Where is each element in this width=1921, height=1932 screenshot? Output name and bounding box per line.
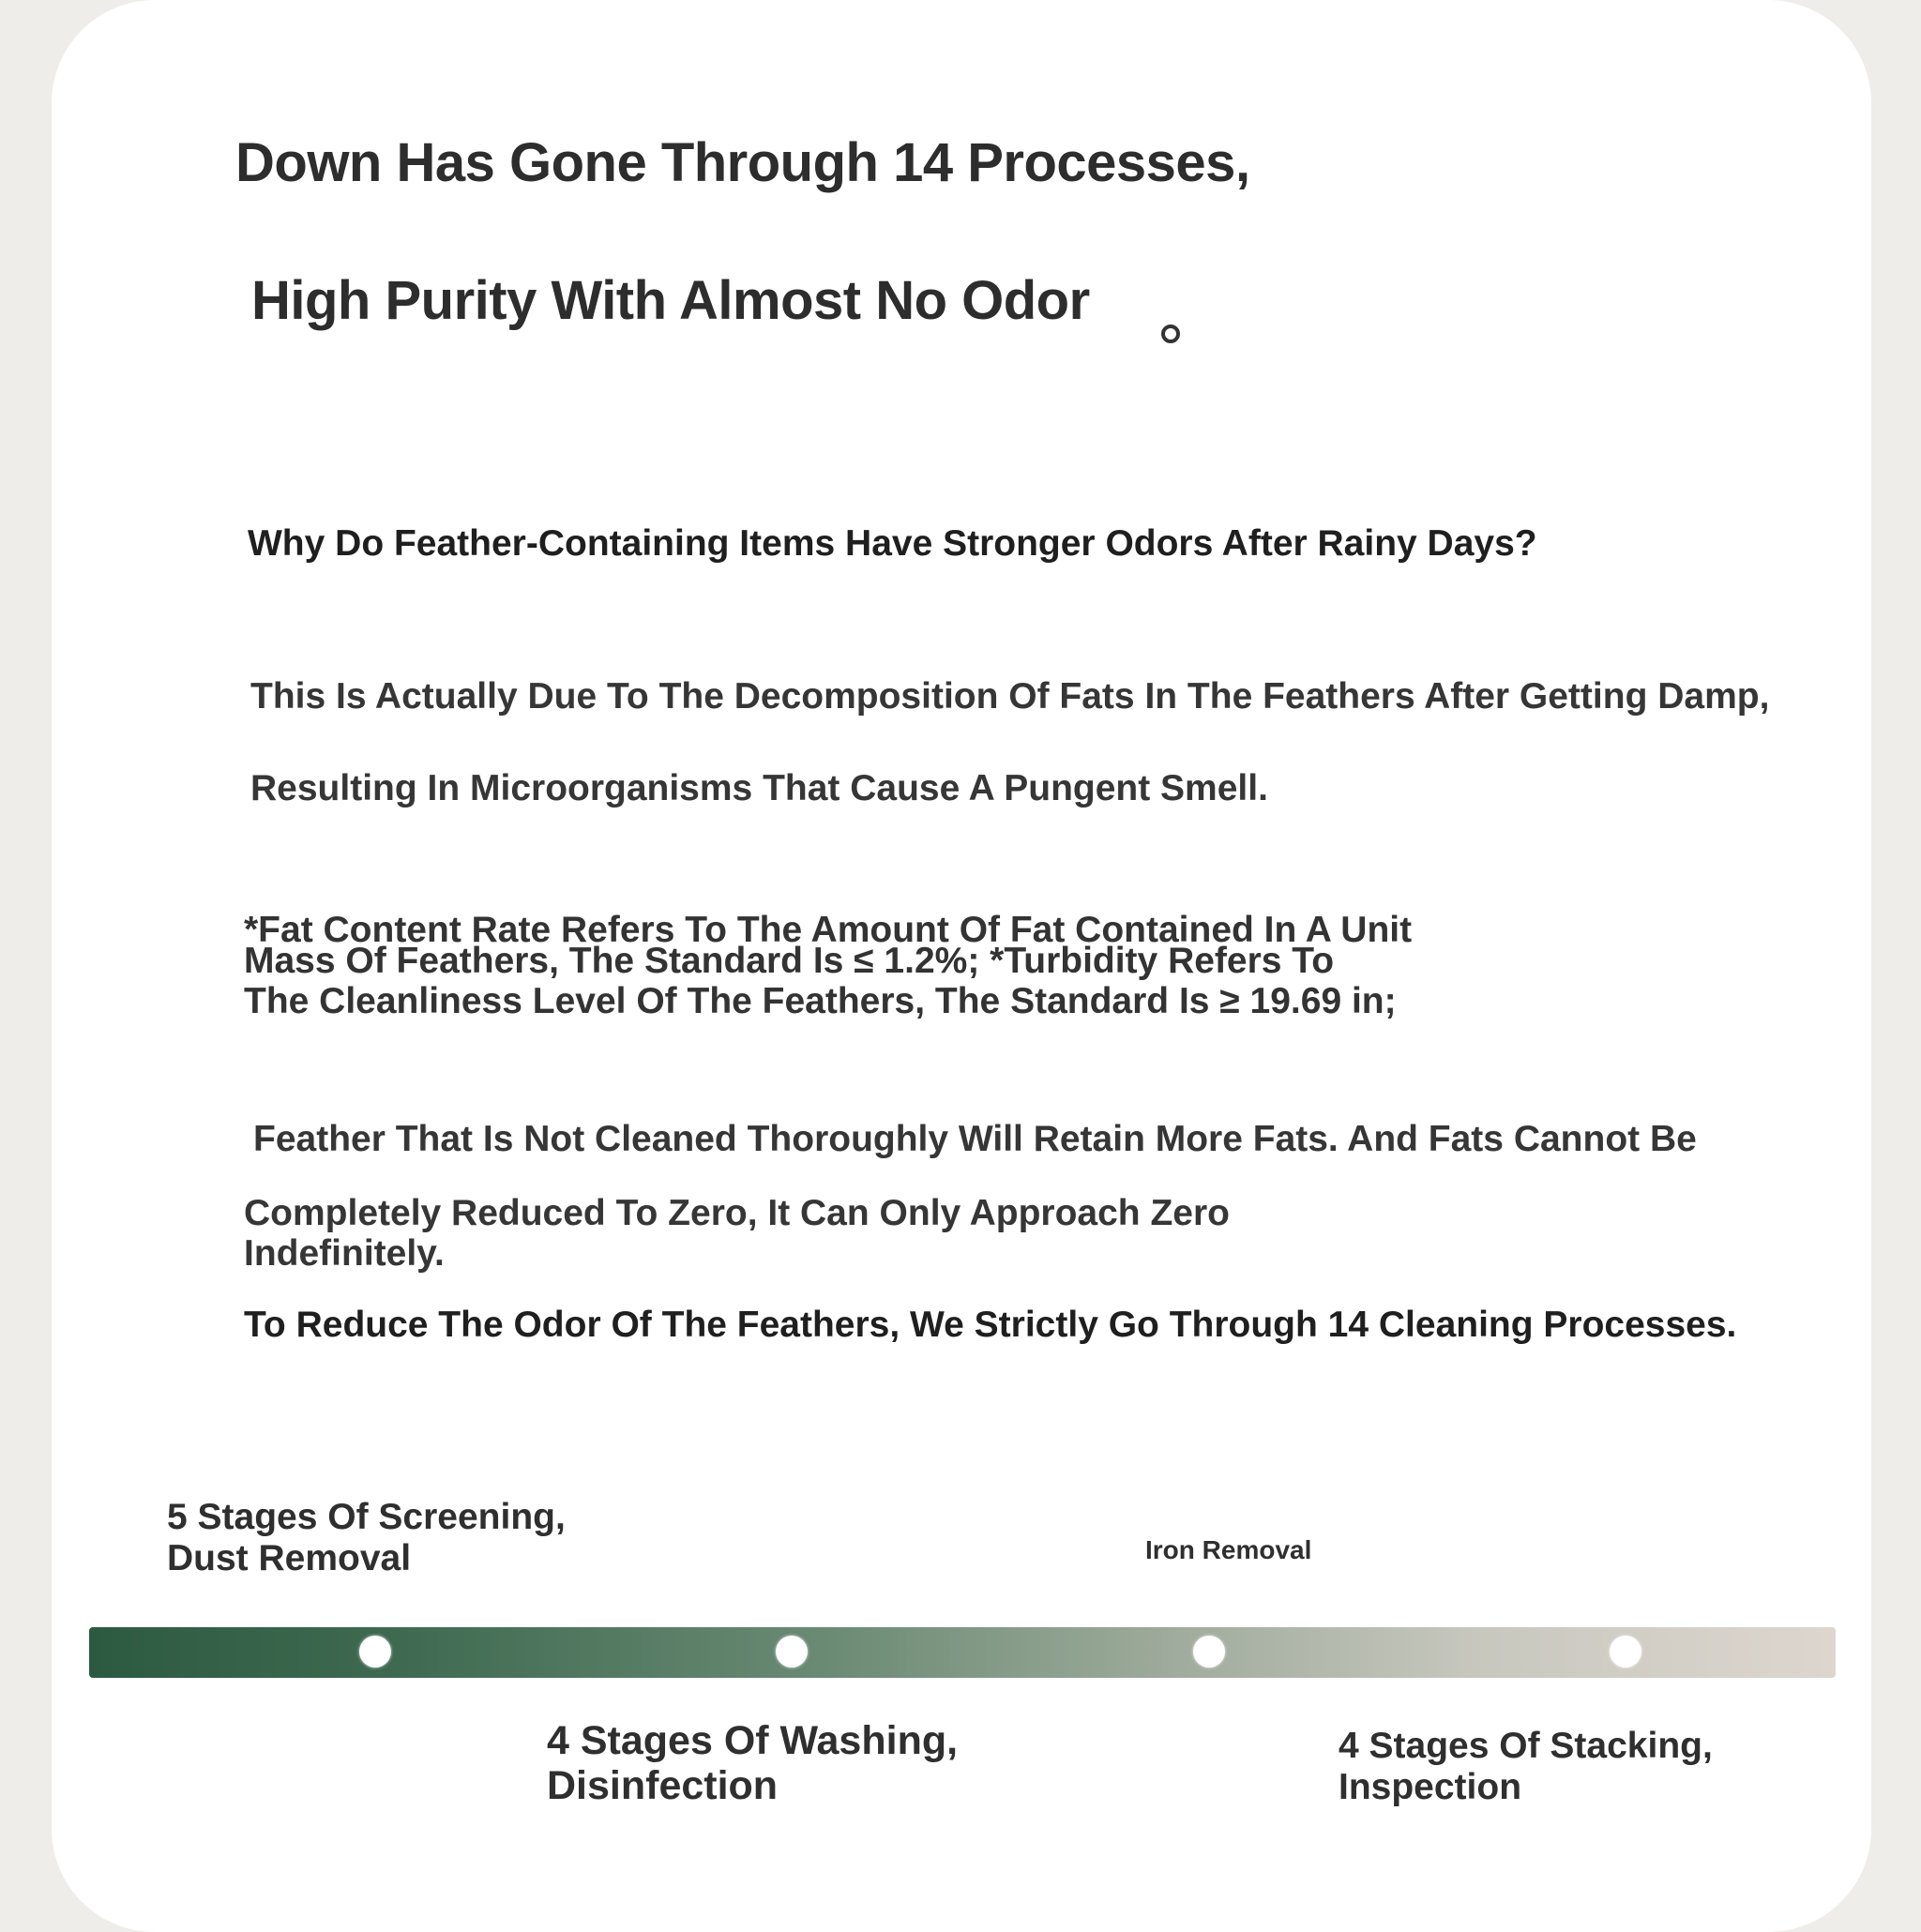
stage-stacking-label xyxy=(1339,1726,1713,1808)
stage-washing-line-2: Disinfection xyxy=(547,1763,779,1808)
note-line-2: Mass Of Feathers, The Standard Is ≤ 1.2%; *Turbidity Refers To xyxy=(244,941,1335,981)
headline-line-2: High Purity With Almost No Odor xyxy=(251,270,1090,331)
explanation-line-2: Resulting In Microorganisms That Cause A Pungent Smell. xyxy=(250,768,1268,808)
headline-line-1: Down Has Gone Through 14 Processes, xyxy=(235,132,1250,193)
stage-screening-line-1: 5 Stages Of Screening, xyxy=(167,1497,566,1537)
stage-stacking-line-1: 4 Stages Of Stacking, xyxy=(1339,1726,1713,1766)
fats-line-3: Indefinitely. xyxy=(244,1233,445,1274)
note-line-1: *Fat Content Rate Refers To The Amount Of Fat Contained In A Unit xyxy=(244,910,1413,950)
explanation-line-1: This Is Actually Due To The Decomposition Of Fats In The Feathers After Getting Damp, xyxy=(250,676,1770,717)
stage-screening-line-2: Dust Removal xyxy=(167,1538,412,1578)
timeline-node-2 xyxy=(776,1636,808,1668)
stage-screening-label xyxy=(167,1497,566,1579)
fats-line-2: Completely Reduced To Zero, It Can Only Approach Zero xyxy=(244,1193,1230,1233)
conclusion-text: To Reduce The Odor Of The Feathers, We Strictly Go Through 14 Cleaning Processes. xyxy=(244,1305,1737,1345)
timeline-node-3 xyxy=(1193,1636,1225,1668)
fats-line-1: Feather That Is Not Cleaned Thoroughly Will Retain More Fats. And Fats Cannot Be xyxy=(253,1119,1697,1159)
note-line-3: The Cleanliness Level Of The Feathers, The Standard Is ≥ 19.69 in; xyxy=(244,981,1397,1021)
stage-washing-line-1: 4 Stages Of Washing, xyxy=(547,1718,959,1763)
timeline-node-1 xyxy=(359,1636,391,1668)
process-timeline-bar xyxy=(89,1627,1836,1678)
question-text: Why Do Feather-Containing Items Have Stronger Odors After Rainy Days? xyxy=(248,523,1537,564)
stage-iron-removal-label: Iron Removal xyxy=(1145,1535,1312,1564)
stage-stacking-line-2: Inspection xyxy=(1339,1767,1522,1807)
stage-washing-label xyxy=(547,1718,958,1808)
timeline-node-4 xyxy=(1610,1636,1641,1668)
cursor-ring-icon xyxy=(1161,325,1180,343)
